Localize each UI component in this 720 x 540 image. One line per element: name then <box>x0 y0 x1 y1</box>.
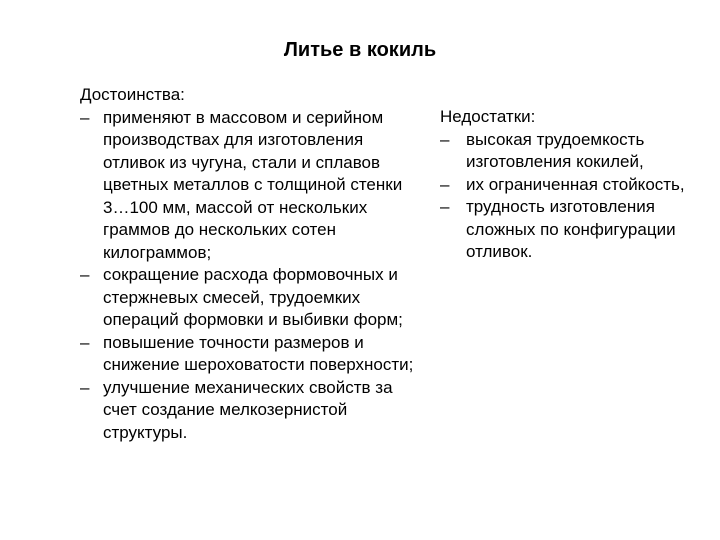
advantages-heading: Достоинства: <box>80 85 185 104</box>
disadvantages-heading: Недостатки: <box>440 107 536 126</box>
dash-bullet: – <box>80 377 90 397</box>
list-item <box>80 377 425 445</box>
dash-bullet: – <box>80 332 90 352</box>
disadvantages-list <box>440 129 700 264</box>
list-item-text: их ограниченная стойкость, <box>466 174 685 194</box>
dash-bullet: – <box>80 107 90 127</box>
advantages-list <box>80 107 425 445</box>
list-item <box>440 174 700 197</box>
list-item-text: применяют в массовом и серийном производствах для изготовления отливок из чугуна, стали и сплавов цветных металлов с толщиной стенки 3…100 мм, массой от нескольких граммов до нескольких сотен килограммов; <box>103 107 403 262</box>
advantages-column <box>80 84 425 444</box>
list-item <box>440 129 700 174</box>
disadvantages-column <box>440 106 700 264</box>
dash-bullet: – <box>440 174 450 194</box>
list-item-text: повышение точности размеров и снижение шероховатости поверхности; <box>103 332 414 374</box>
slide-title: Литье в кокиль <box>283 39 437 61</box>
list-item <box>80 332 425 377</box>
list-item <box>80 107 425 265</box>
list-item-text: сокращение расхода формовочных и стержневых смесей, трудоемких операций формовки и выбивки форм; <box>103 265 403 329</box>
dash-bullet: – <box>440 197 450 216</box>
list-item <box>80 264 425 332</box>
dash-bullet: – <box>440 129 450 149</box>
list-item-text: улучшение механических свойств за счет создание мелкозернистой структуры. <box>103 377 393 442</box>
list-item-text: трудность изготовления сложных по конфигурации отливок. <box>466 197 676 261</box>
list-item-text: высокая трудоемкость изготовления кокилей, <box>466 129 645 171</box>
dash-bullet: – <box>80 265 90 284</box>
list-item <box>440 196 700 264</box>
